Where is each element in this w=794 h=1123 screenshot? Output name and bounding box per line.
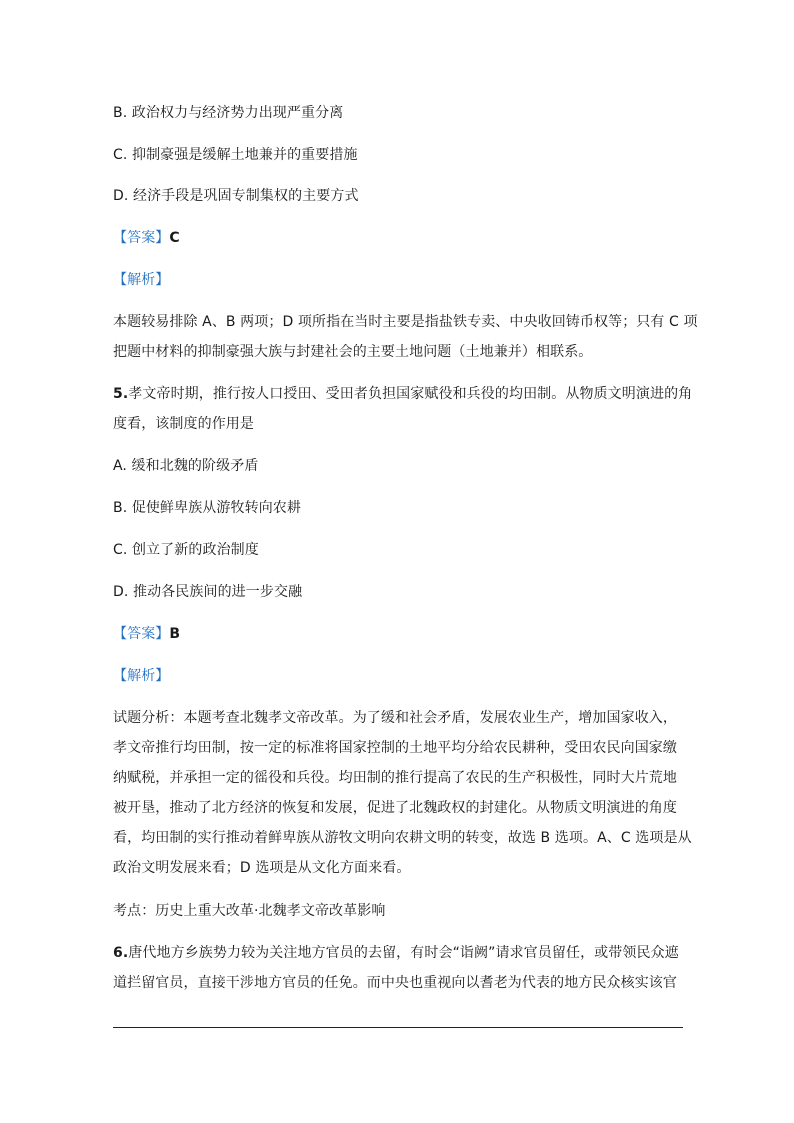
q4-option-b: B. 政治权力与经济势力出现严重分离 [113, 105, 344, 121]
analysis-label: 【解析】 [113, 668, 170, 684]
q4-analysis-line-2: 把题中材料的抑制豪强大族与封建社会的主要土地问题（土地兼并）相联系。 [113, 344, 593, 360]
answer-label: 【答案】 [113, 626, 170, 642]
q5-option-b: B. 促使鲜卑族从游牧转向农耕 [113, 500, 302, 516]
q4-answer [113, 228, 180, 248]
question-number: 5. [113, 386, 129, 402]
q4-analysis-line-1: 本题较易排除 A、B 两项；D 项所指在当时主要是指盐铁专卖、中央收回铸币权等；只有 C 项 [113, 314, 698, 330]
q5-kaodian: 考点：历史上重大改革·北魏孝文帝改革影响 [113, 903, 386, 919]
q6-stem-text: 唐代地方乡族势力较为关注地方官员的去留，有时会“诣阙”请求官员留任，或带领民众遮 [128, 945, 679, 961]
q5-analysis-line-3: 纳赋税，并承担一定的徭役和兵役。均田制的推行提高了农民的生产积极性，同时大片荒地 [113, 770, 677, 786]
q5-analysis-line-5: 看，均田制的实行推动着鲜卑族从游牧文明向农耕文明的转变，故选 B 选项。A、C 选项是从 [113, 830, 692, 846]
q5-answer [113, 624, 180, 644]
q5-stem-line-1 [113, 384, 692, 404]
footer-divider [113, 1027, 683, 1028]
q4-analysis-label [113, 270, 169, 290]
q6-stem-line-1 [113, 943, 679, 963]
q6-stem-line-2: 道拦留官员，直接干涉地方官员的任免。而中央也重视向以耆老为代表的地方民众核实该官 [113, 975, 677, 991]
q5-analysis-line-2: 孝文帝推行均田制，按一定的标准将国家控制的土地平均分给农民耕种，受田农民向国家缴 [113, 740, 677, 756]
q4-option-c: C. 抑制豪强是缓解土地兼并的重要措施 [113, 147, 358, 163]
answer-value: C [169, 230, 180, 246]
answer-label: 【答案】 [113, 230, 170, 246]
q5-option-a: A. 缓和北魏的阶级矛盾 [113, 458, 259, 474]
q4-option-d: D. 经济手段是巩固专制集权的主要方式 [113, 188, 359, 204]
q5-analysis-line-4: 被开垦，推动了北方经济的恢复和发展，促进了北魏政权的封建化。从物质文明演进的角度 [113, 800, 677, 816]
q5-option-d: D. 推动各民族间的进一步交融 [113, 584, 303, 600]
answer-value: B [169, 626, 181, 642]
q5-analysis-line-1: 试题分析：本题考查北魏孝文帝改革。为了缓和社会矛盾，发展农业生产，增加国家收入， [113, 710, 677, 726]
q5-analysis-label [113, 666, 169, 686]
analysis-label: 【解析】 [113, 272, 170, 288]
q5-analysis-line-6: 政治文明发展来看；D 选项是从文化方面来看。 [113, 860, 411, 876]
q5-option-c: C. 创立了新的政治制度 [113, 542, 259, 558]
q5-stem-text: 孝文帝时期，推行按人口授田、受田者负担国家赋役和兵役的均田制。从物质文明演进的角 [128, 386, 693, 402]
q5-stem-line-2: 度看，该制度的作用是 [113, 416, 254, 432]
question-number: 6. [113, 945, 129, 961]
